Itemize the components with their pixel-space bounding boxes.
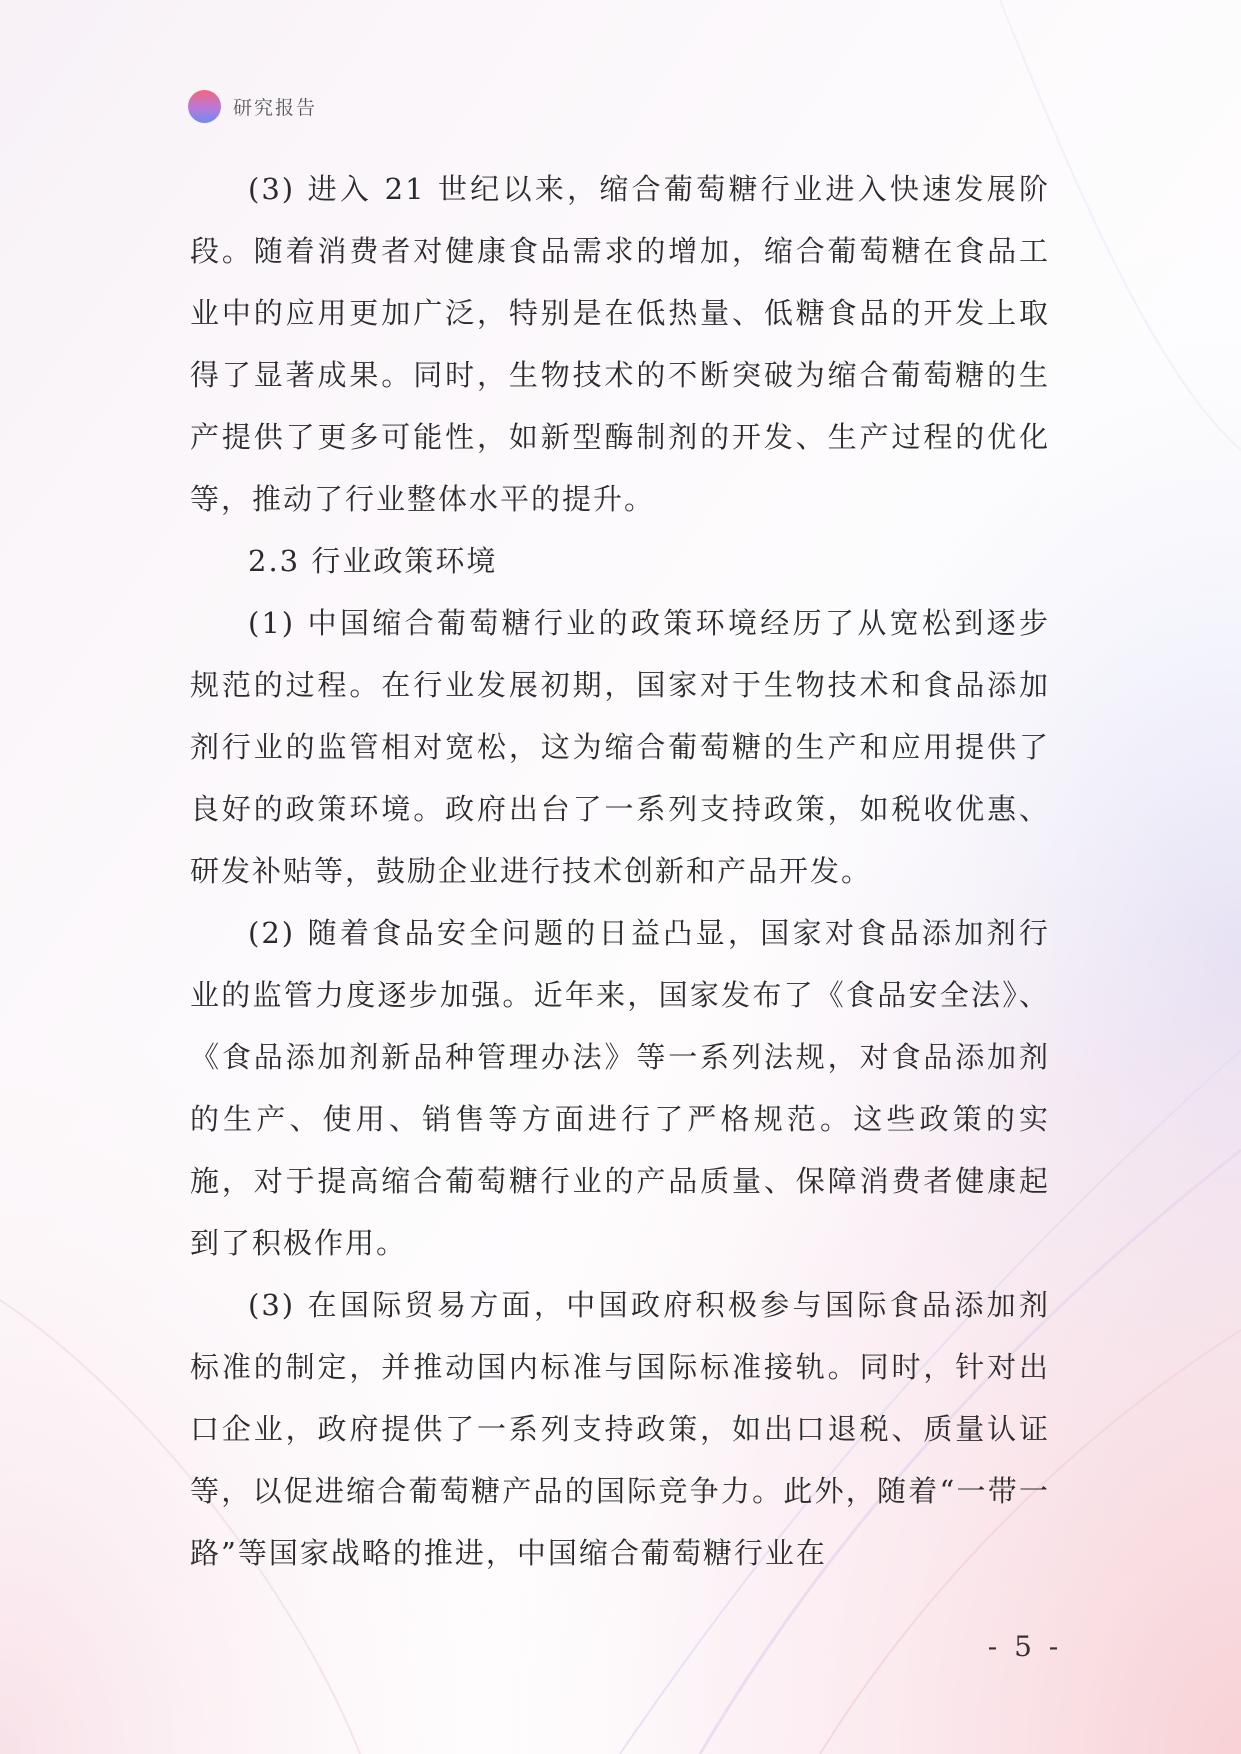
paragraph: (1) 中国缩合葡萄糖行业的政策环境经历了从宽松到逐步规范的过程。在行业发展初期，国家对于生物技术和食品添加剂行业的监管相对宽松，这为缩合葡萄糖的生产和应用提供了良好的政策环境。政府出台了一系列支持政策，如税收优惠、研发补贴等，鼓励企业进行技术创新和产品开发。 (190, 606, 1050, 888)
paragraph: (2) 随着食品安全问题的日益凸显，国家对食品添加剂行业的监管力度逐步加强。近年来，国家发布了《食品安全法》、《食品添加剂新品种管理办法》等一系列法规，对食品添加剂的生产、使用、销售等方面进行了严格规范。这些政策的实施，对于提高缩合葡萄糖行业的产品质量、保障消费者健康起到了积极作用。 (190, 916, 1050, 1260)
paragraph: (3) 在国际贸易方面，中国政府积极参与国际食品添加剂标准的制定，并推动国内标准与国际标准接轨。同时，针对出口企业，政府提供了一系列支持政策，如出口退税、质量认证等，以促进缩合葡萄糖产品的国际竞争力。此外，随着“一带一路”等国家战略的推进，中国缩合葡萄糖行业在 (190, 1288, 1050, 1570)
logo-icon (188, 90, 221, 123)
section-heading: 2.3 行业政策环境 (248, 544, 498, 578)
paragraph: (3) 进入 21 世纪以来，缩合葡萄糖行业进入快速发展阶段。随着消费者对健康食品需求的增加，缩合葡萄糖在食品工业中的应用更加广泛，特别是在低热量、低糖食品的开发上取得了显著成果。同时，生物技术的不断突破为缩合葡萄糖的生产提供了更多可能性，如新型酶制剂的开发、生产过程的优化等，推动了行业整体水平的提升。 (190, 172, 1050, 516)
header-title: 研究报告 (233, 96, 318, 119)
document-body (190, 158, 1050, 1584)
report-header (188, 88, 317, 124)
page-number: - 5 - (987, 1630, 1063, 1663)
